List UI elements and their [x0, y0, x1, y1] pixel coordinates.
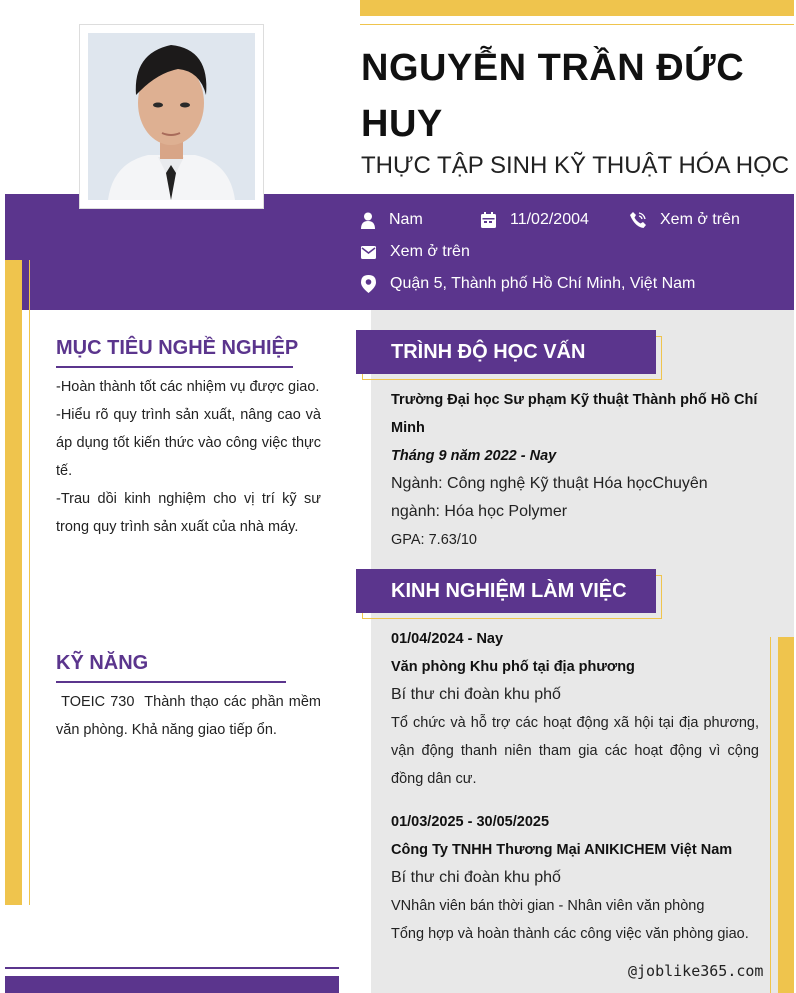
experience-position: Bí thư chi đoàn khu phố [391, 869, 561, 886]
user-icon [361, 212, 375, 229]
contact-phone [630, 211, 740, 229]
contact-birthdate [481, 211, 589, 229]
objective-list [56, 373, 321, 541]
watermark: @joblike365.com [628, 962, 764, 980]
calendar-icon [481, 212, 496, 228]
contact-email [361, 243, 470, 261]
experience-period: 01/04/2024 - Nay [391, 631, 504, 647]
experience-description-line: VNhân viên bán thời gian - Nhân viên văn phòng [391, 898, 705, 914]
experience-position: Bí thư chi đoàn khu phố [391, 686, 561, 703]
right-accent-bar [778, 637, 794, 993]
top-accent-bar [360, 0, 794, 16]
experience-heading [356, 569, 656, 613]
experience-entry-2 [391, 808, 759, 948]
objective-item: -Trau dồi kinh nghiệm cho vị trí kỹ sư trong quy trình sản xuất của nhà máy. [56, 491, 321, 535]
birthdate-value: 11/02/2004 [510, 211, 589, 228]
skills-heading: KỸ NĂNG [56, 652, 149, 674]
mail-icon [361, 246, 376, 259]
contact-gender [361, 211, 423, 229]
phone-icon [630, 212, 646, 228]
left-accent-line [29, 260, 30, 905]
objective-item: -Hoàn thành tốt các nhiệm vụ được giao. [56, 379, 320, 395]
top-accent-line [360, 24, 794, 25]
email-value: Xem ở trên [390, 243, 470, 260]
education-period: Tháng 9 năm 2022 - Nay [391, 448, 557, 464]
objective-item: -Hiểu rõ quy trình sản xuất, nâng cao và áp dụng tốt kiến thức vào công việc thực tế. [56, 407, 321, 479]
avatar [88, 33, 255, 200]
education-heading-label: TRÌNH ĐỘ HỌC VẤN [391, 340, 586, 363]
location-pin-icon [361, 275, 376, 293]
skills-text: TOEIC 730 Thành thạo các phần mềm văn phòng. Khả năng giao tiếp ổn. [56, 694, 326, 738]
education-school: Trường Đại học Sư phạm Kỹ thuật Thành phố Hồ Chí Minh [391, 392, 758, 436]
candidate-title: THỰC TẬP SINH KỸ THUẬT HÓA HỌC [361, 152, 790, 179]
address-value: Quận 5, Thành phố Hồ Chí Minh, Việt Nam [390, 275, 696, 292]
left-accent-bar [5, 260, 22, 905]
gender-value: Nam [389, 211, 423, 228]
experience-company: Văn phòng Khu phố tại địa phương [391, 659, 635, 675]
phone-value: Xem ở trên [660, 211, 740, 228]
experience-heading-label: KINH NGHIỆM LÀM VIỆC [391, 579, 627, 602]
right-accent-line [770, 637, 771, 993]
education-major: Ngành: Công nghệ Kỹ thuật Hóa họcChuyên ngành: Hóa học Polymer [391, 475, 708, 520]
experience-entry-1 [391, 625, 759, 793]
education-gpa: GPA: 7.63/10 [391, 532, 477, 548]
education-heading [356, 330, 656, 374]
contact-address [361, 275, 695, 293]
education-entry [391, 386, 759, 554]
bottom-accent-line [5, 967, 339, 969]
experience-period: 01/03/2025 - 30/05/2025 [391, 814, 550, 830]
objective-underline [56, 366, 293, 368]
candidate-name: NGUYỄN TRẦN ĐỨC HUY [361, 47, 745, 145]
objective-heading: MỤC TIÊU NGHỀ NGHIỆP [56, 337, 299, 359]
experience-company: Công Ty TNHH Thương Mại ANIKICHEM Việt Nam [391, 842, 733, 858]
bottom-accent-bar [5, 976, 339, 993]
experience-description: Tổ chức và hỗ trợ các hoạt động xã hội tại địa phương, vận động thanh niên tham gia các hoạt động vì cộng đồng dân cư. [391, 715, 759, 787]
skills-underline [56, 681, 286, 683]
experience-description-line: Tổng hợp và hoàn thành các công việc văn phòng giao. [391, 926, 749, 942]
